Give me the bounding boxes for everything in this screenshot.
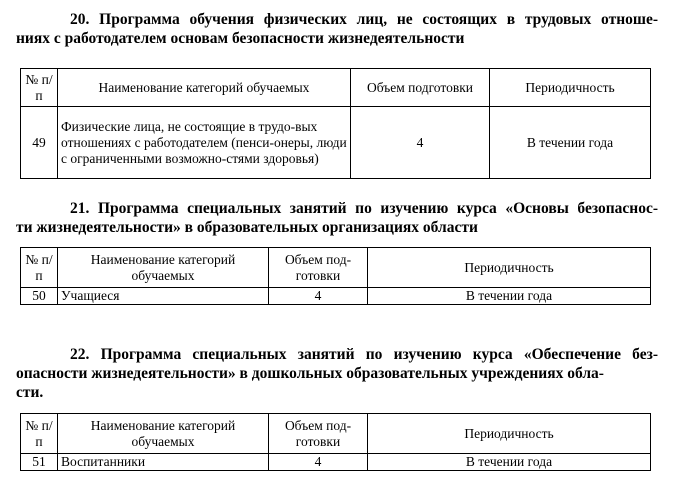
header-volume: Объем подготовки xyxy=(351,69,490,107)
row-num: 51 xyxy=(21,454,58,471)
section-21-table xyxy=(20,247,651,305)
section-22-table xyxy=(20,413,651,471)
table-header-row xyxy=(21,69,651,107)
row-period: В течении года xyxy=(368,288,651,305)
section-22-heading: 22. Программа специальных занятий по изучению курса «Обеспечение без- опасности жизнедеятельности» в дошкольных образовательных учреждениях обла- сти. xyxy=(16,346,658,401)
header-num: № п/п xyxy=(21,414,58,454)
row-category: Физические лица, не состоящие в трудо-вых отношениях с работодателем (пенси-онеры, люди с ограниченными возможно-стями здоровья) xyxy=(58,107,351,179)
header-period: Периодичность xyxy=(490,69,651,107)
header-period: Периодичность xyxy=(368,414,651,454)
header-volume: Объем под-готовки xyxy=(269,248,368,288)
row-period: В течении года xyxy=(490,107,651,179)
row-category: Учащиеся xyxy=(58,288,269,305)
section-20-heading: 20. Программа обучения физических лиц, не состоящих в трудовых отноше- ниях с работодателем основам безопасности жизнедеятельности xyxy=(16,11,658,47)
header-period: Периодичность xyxy=(368,248,651,288)
table-row xyxy=(21,107,651,179)
row-num: 50 xyxy=(21,288,58,305)
section-21-heading: 21. Программа специальных занятий по изучению курса «Основы безопаснос- ти жизнедеятельности» в образовательных организациях области xyxy=(16,200,658,236)
header-category: Наименование категорий обучаемых xyxy=(58,69,351,107)
row-volume: 4 xyxy=(351,107,490,179)
section-20-table xyxy=(20,68,651,179)
row-period: В течении года xyxy=(368,454,651,471)
row-volume: 4 xyxy=(269,288,368,305)
header-num: № п/п xyxy=(21,248,58,288)
table-row xyxy=(21,288,651,305)
header-category: Наименование категорий обучаемых xyxy=(58,248,269,288)
header-num: № п/п xyxy=(21,69,58,107)
row-category: Воспитанники xyxy=(58,454,269,471)
table-row xyxy=(21,454,651,471)
row-num: 49 xyxy=(21,107,58,179)
row-volume: 4 xyxy=(269,454,368,471)
header-category: Наименование категорий обучаемых xyxy=(58,414,269,454)
table-header-row xyxy=(21,414,651,454)
header-volume: Объем под-готовки xyxy=(269,414,368,454)
table-header-row xyxy=(21,248,651,288)
